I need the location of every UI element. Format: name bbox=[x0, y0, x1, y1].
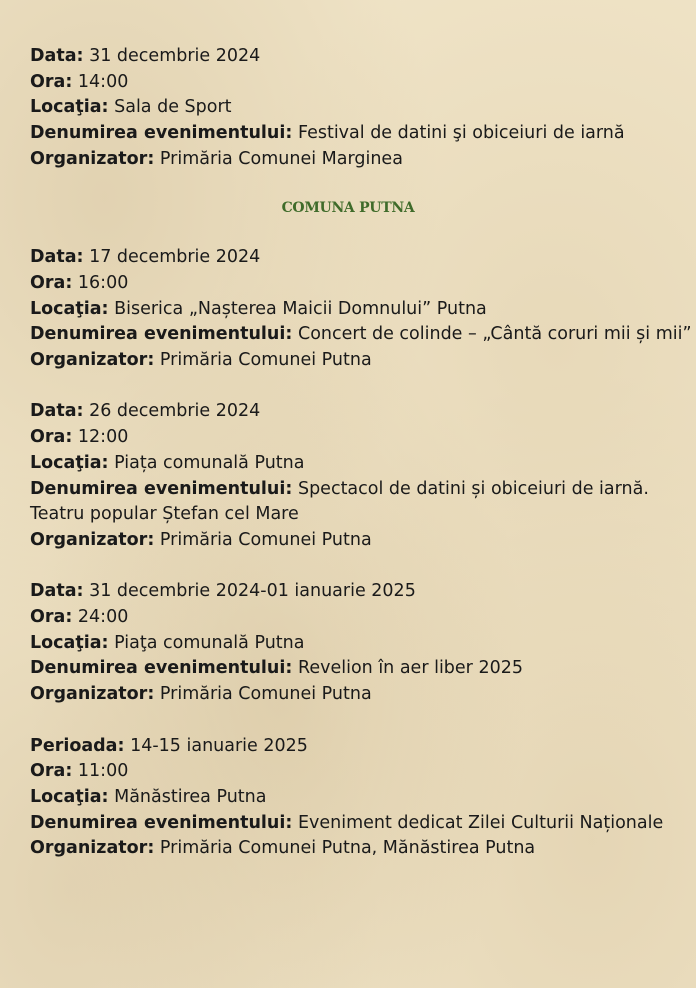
section-title: COMUNA PUTNA bbox=[281, 200, 415, 217]
date-value: 14-15 ianuarie 2025 bbox=[130, 735, 308, 756]
date-label: Data: bbox=[30, 247, 84, 268]
time-value: 11:00 bbox=[77, 761, 129, 782]
event-location bbox=[30, 785, 666, 811]
organizer-value: Primăria Comunei Putna bbox=[159, 529, 372, 550]
organizer-value: Primăria Comunei Putna bbox=[159, 350, 372, 371]
event-location bbox=[30, 297, 666, 323]
date-value: 26 decembrie 2024 bbox=[89, 401, 261, 422]
location-label: Locaţia: bbox=[30, 452, 109, 473]
name-value: Eveniment dedicat Zilei Culturii Naționale bbox=[297, 812, 664, 833]
event-time bbox=[30, 271, 666, 297]
date-label: Data: bbox=[30, 46, 84, 66]
event-date bbox=[30, 734, 666, 760]
date-label: Data: bbox=[30, 401, 84, 422]
event-date bbox=[30, 245, 666, 271]
event-location bbox=[30, 451, 666, 477]
event-time bbox=[30, 425, 666, 451]
time-value: 24:00 bbox=[77, 607, 129, 628]
event-organizer bbox=[30, 348, 666, 374]
event-date bbox=[30, 579, 666, 605]
organizer-label: Organizator: bbox=[30, 350, 155, 371]
date-value: 17 decembrie 2024 bbox=[89, 247, 261, 268]
name-label: Denumirea evenimentului: bbox=[30, 478, 293, 499]
event-organizer bbox=[30, 836, 666, 862]
location-label: Locaţia: bbox=[30, 97, 109, 118]
event-time bbox=[30, 605, 666, 631]
name-label: Denumirea evenimentului: bbox=[30, 658, 293, 679]
event-block bbox=[30, 579, 666, 708]
organizer-label: Organizator: bbox=[30, 838, 155, 859]
time-value: 12:00 bbox=[77, 427, 129, 448]
name-label: Denumirea evenimentului: bbox=[30, 123, 293, 144]
event-name bbox=[30, 477, 660, 528]
event-name bbox=[30, 811, 666, 837]
event-date bbox=[30, 399, 666, 425]
time-label: Ora: bbox=[30, 272, 73, 293]
event-location bbox=[30, 95, 666, 121]
name-value: Revelion în aer liber 2025 bbox=[297, 658, 523, 679]
location-label: Locaţia: bbox=[30, 786, 109, 807]
date-value: 31 decembrie 2024-01 ianuarie 2025 bbox=[89, 581, 416, 602]
time-value: 16:00 bbox=[77, 272, 129, 293]
event-location bbox=[30, 631, 666, 657]
event-time bbox=[30, 759, 666, 785]
organizer-value: Primăria Comunei Putna bbox=[159, 684, 372, 705]
time-label: Ora: bbox=[30, 607, 73, 628]
event-name bbox=[30, 121, 666, 147]
location-label: Locaţia: bbox=[30, 298, 109, 319]
organizer-label: Organizator: bbox=[30, 148, 155, 169]
event-block bbox=[30, 44, 666, 173]
time-label: Ora: bbox=[30, 71, 73, 92]
event-block bbox=[30, 734, 666, 863]
event-organizer bbox=[30, 147, 666, 173]
location-value: Mănăstirea Putna bbox=[114, 786, 267, 807]
name-label: Denumirea evenimentului: bbox=[30, 324, 293, 345]
organizer-value: Primăria Comunei Marginea bbox=[159, 148, 403, 169]
event-date bbox=[30, 44, 666, 70]
name-value: Spectacol de datini și obiceiuri de iarnă. Teatru popular Ștefan cel Mare bbox=[30, 478, 649, 525]
location-label: Locaţia: bbox=[30, 632, 109, 653]
date-label: Perioada: bbox=[30, 735, 125, 756]
organizer-label: Organizator: bbox=[30, 684, 155, 705]
time-label: Ora: bbox=[30, 427, 73, 448]
event-name bbox=[30, 656, 666, 682]
time-label: Ora: bbox=[30, 761, 73, 782]
location-value: Sala de Sport bbox=[114, 97, 232, 118]
event-time bbox=[30, 70, 666, 96]
event-name bbox=[30, 322, 692, 348]
event-block bbox=[30, 399, 666, 553]
time-value: 14:00 bbox=[77, 71, 129, 92]
location-value: Biserica „Nașterea Maicii Domnului” Putna bbox=[114, 298, 487, 319]
organizer-label: Organizator: bbox=[30, 529, 155, 550]
location-value: Piaţa comunală Putna bbox=[114, 632, 305, 653]
date-value: 31 decembrie 2024 bbox=[89, 46, 261, 66]
name-label: Denumirea evenimentului: bbox=[30, 812, 293, 833]
name-value: Concert de colinde – „Cântă coruri mii și mii” bbox=[297, 324, 692, 345]
date-label: Data: bbox=[30, 581, 84, 602]
event-organizer bbox=[30, 682, 666, 708]
event-block bbox=[30, 245, 692, 374]
event-organizer bbox=[30, 528, 666, 554]
organizer-value: Primăria Comunei Putna, Mănăstirea Putna bbox=[159, 838, 536, 859]
location-value: Piața comunală Putna bbox=[114, 452, 305, 473]
name-value: Festival de datini şi obiceiuri de iarnă bbox=[297, 123, 625, 144]
